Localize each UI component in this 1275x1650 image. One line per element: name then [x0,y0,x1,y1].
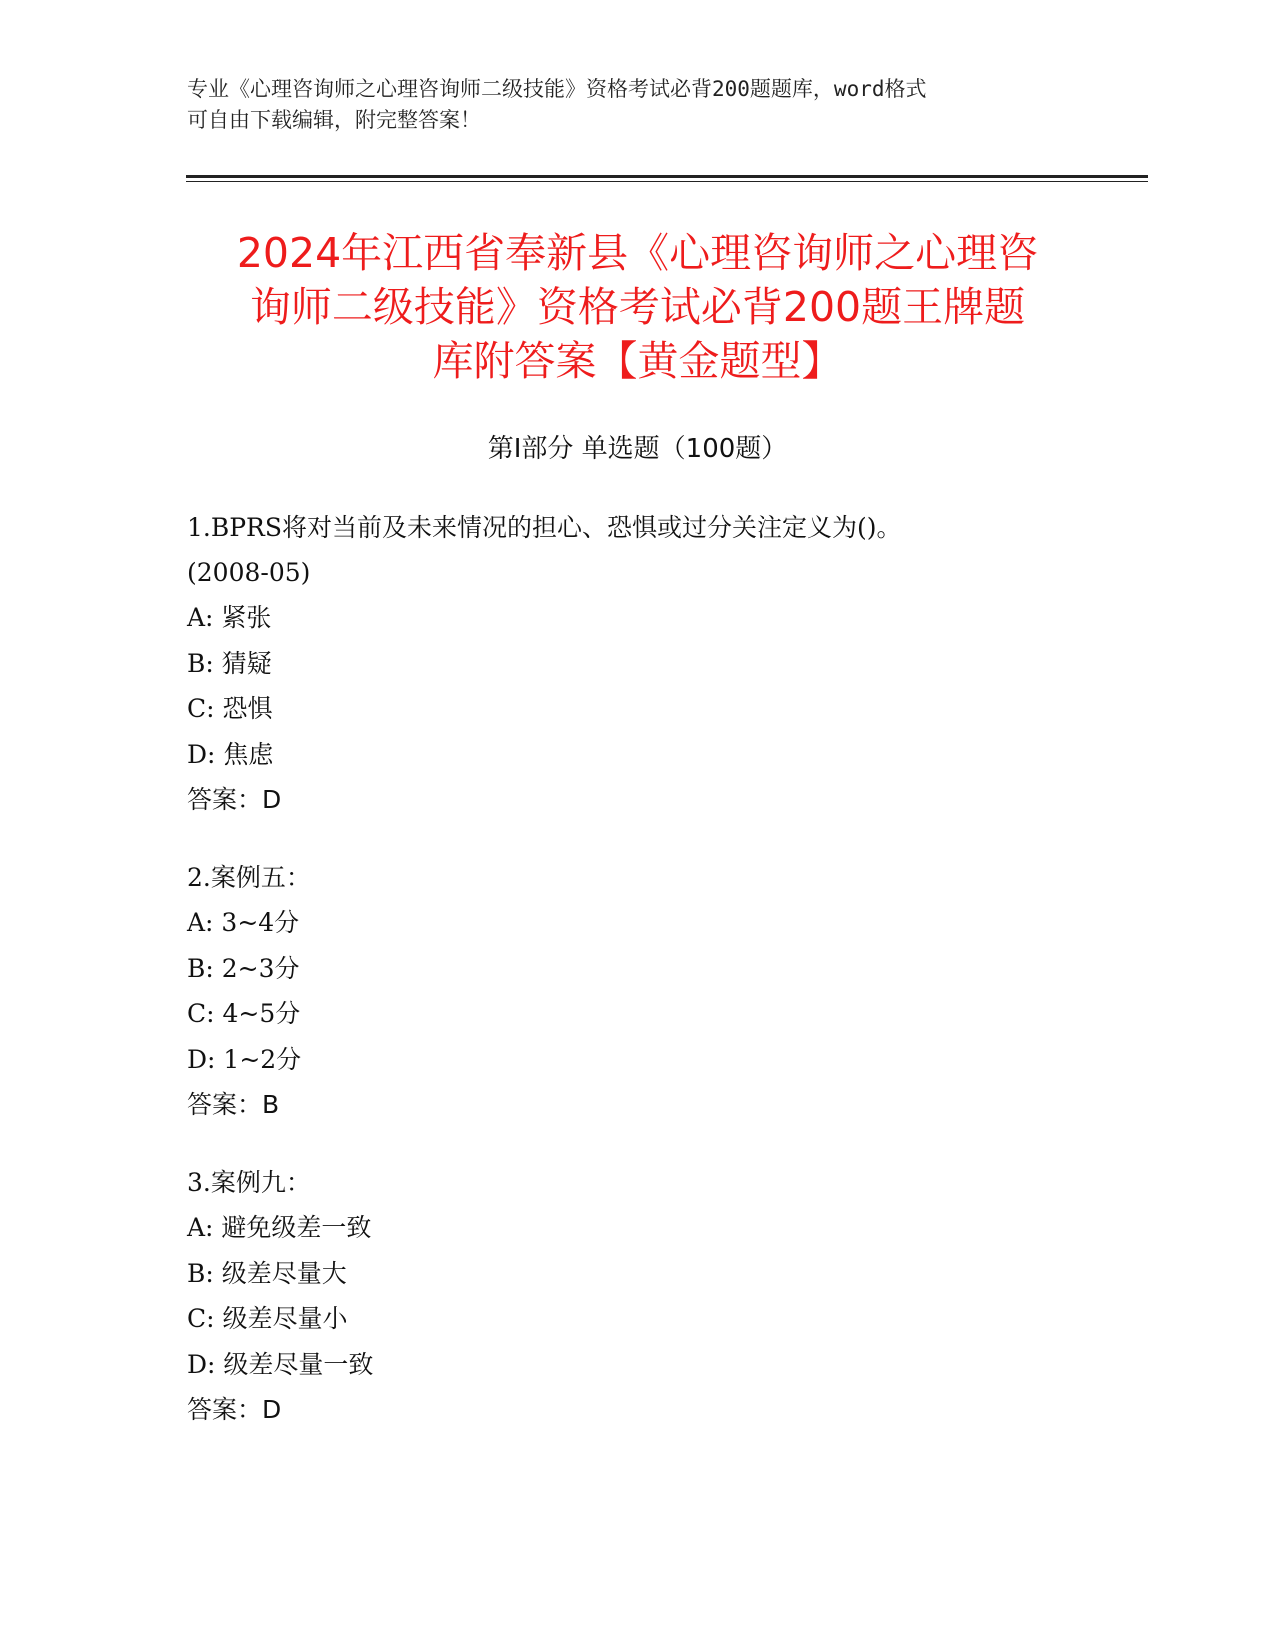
question-stem: 2.案例五： [187,863,311,892]
answer-line: 答案：D [187,785,282,814]
header-note-line-2: 可自由下载编辑，附完整答案！ [187,108,481,132]
option-c: C: 恐惧 [187,694,273,723]
option-b: B: 2~3分 [187,953,300,983]
document-title-line-1: 2024年江西省奉新县《心理咨询师之心理咨 [236,229,1039,277]
option-c: C: 4~5分 [187,999,301,1028]
option-d: D: 1~2分 [187,1044,302,1074]
question-stem-continued: (2008-05) [187,558,311,587]
question-1 [187,505,1107,822]
option-d: D: 焦虑 [187,739,274,769]
header-divider-thick [186,175,1148,178]
option-c: C: 级差尽量小 [187,1304,348,1333]
question-2 [187,855,1107,1127]
document-title [180,226,1095,388]
question-stem: 1.BPRS将对当前及未来情况的担心、恐惧或过分关注定义为()。 [187,513,902,542]
document-title-line-3: 库附答案【黄金题型】 [432,337,843,385]
header-divider-thin [186,181,1148,182]
header-note [187,74,1067,136]
option-a: A: 避免级差一致 [187,1213,372,1242]
option-d: D: 级差尽量一致 [187,1349,374,1379]
option-a: A: 紧张 [187,603,272,632]
question-stem: 3.案例九： [187,1168,311,1197]
document-title-line-2: 询师二级技能》资格考试必背200题王牌题 [249,283,1026,331]
answer-line: 答案：D [187,1395,282,1424]
option-b: B: 猜疑 [187,648,272,678]
option-a: A: 3~4分 [187,908,300,937]
header-note-line-1: 专业《心理咨询师之心理咨询师二级技能》资格考试必背200题题库，word格式 [187,77,927,101]
answer-line: 答案：B [187,1090,280,1119]
option-b: B: 级差尽量大 [187,1258,347,1288]
section-heading: 第Ⅰ部分 单选题（100题） [487,434,788,464]
question-3 [187,1160,1107,1432]
